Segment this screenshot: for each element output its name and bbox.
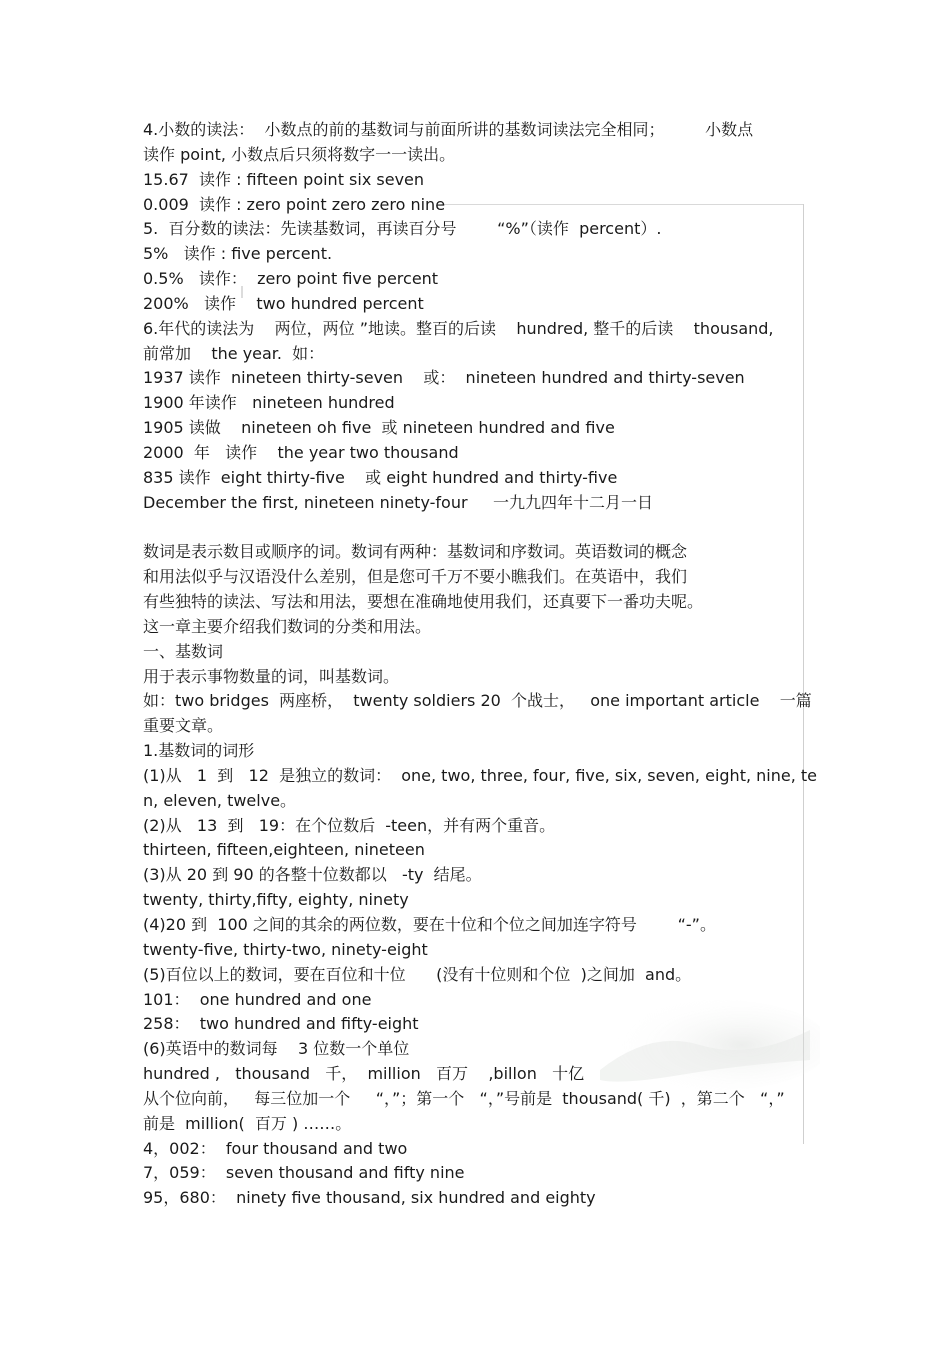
- text-line: 1937 读作 nineteen thirty-seven 或： nineteen hundred and thirty-seven: [143, 368, 745, 388]
- text-line: 7，059： seven thousand and fifty nine: [143, 1163, 465, 1183]
- subsection-heading: 1.基数词的词形: [143, 741, 255, 761]
- text-line: (3)从 20 到 90 的各整十位数都以 -ty 结尾。: [143, 865, 482, 885]
- text-line: 用于表示事物数量的词，叫基数词。: [143, 666, 400, 686]
- text-line: 95，680： ninety five thousand, six hundred and eighty: [143, 1188, 596, 1208]
- text-line: 读作 point, 小数点后只须将数字一一读出。: [143, 144, 456, 164]
- text-line: 5. 百分数的读法：先读基数词，再读百分号 “%”（读作 percent）.: [143, 219, 662, 239]
- text-line: thirteen, fifteen,eighteen, nineteen: [143, 840, 425, 860]
- text-line: 如：two bridges 两座桥， twenty soldiers 20 个战士， one important article 一篇: [143, 691, 812, 711]
- text-line: (2)从 13 到 19：在个位数后 -teen，并有两个重音。: [143, 815, 556, 835]
- text-line: n, eleven, twelve。: [143, 790, 297, 810]
- text-line: 这一章主要介绍我们数词的分类和用法。: [143, 616, 432, 636]
- text-line: 4.小数的读法： 小数点的前的基数词与前面所讲的基数词读法完全相同； 小数点: [143, 120, 754, 139]
- text-line: 重要文章。: [143, 716, 224, 736]
- text-line: 0.5% 读作： zero point five percent: [143, 269, 439, 289]
- text-line: 258： two hundred and fifty-eight: [143, 1014, 419, 1034]
- text-line: (1)从 1 到 12 是独立的数词： one, two, three, four, five, six, seven, eight, nine, te: [143, 765, 817, 785]
- text-line: 前是 million( 百万 ) ……。: [143, 1113, 352, 1133]
- text-line: twenty, thirty,fifty, eighty, ninety: [143, 890, 409, 910]
- text-line: (4)20 到 100 之间的其余的两位数，要在十位和个位之间加连字符号 “-”。: [143, 915, 716, 934]
- text-line: 1905 读做 nineteen oh five 或 nineteen hundred and five: [143, 418, 615, 438]
- text-line: 有些独特的读法、写法和用法，要想在准确地使用我们，还真要下一番功夫呢。: [143, 592, 704, 612]
- text-line: 200% 读作 two hundred percent: [143, 293, 424, 313]
- text-line: 2000 年 读作 the year two thousand: [143, 442, 459, 462]
- blank-line: [143, 516, 807, 541]
- text-line: twenty-five, thirty-two, ninety-eight: [143, 939, 428, 959]
- document-body: [143, 118, 817, 1211]
- text-line: 前常加 the year. 如：: [143, 343, 325, 363]
- text-line: 4，002： four thousand and two: [143, 1138, 408, 1158]
- section-heading: 一、基数词: [143, 641, 224, 661]
- text-line: 和用法似乎与汉语没什么差别，但是您可千万不要小瞧我们。在英语中，我们: [143, 567, 688, 587]
- text-line: 1900 年读作 nineteen hundred: [143, 393, 395, 413]
- text-line: 101： one hundred and one: [143, 989, 372, 1009]
- text-line: hundred , thousand 千， million 百万 ,billon 十亿: [143, 1064, 585, 1084]
- text-line: 15.67 读作 : fifteen point six seven: [143, 169, 425, 189]
- text-line: (6)英语中的数词每 3 位数一个单位: [143, 1039, 410, 1059]
- text-line: 0.009 读作 : zero point zero zero nine: [143, 194, 446, 214]
- text-line: 5% 读作 : five percent.: [143, 244, 333, 264]
- text-line: (5)百位以上的数词，要在百位和十位 (没有十位则和个位 )之间加 and。: [143, 964, 692, 984]
- text-line: 从个位向前， 每三位加一个 “，”；第一个 “，”号前是 thousand( 千) ，第二个 “，”: [143, 1088, 785, 1108]
- text-line: December the first, nineteen ninety-four 一九九四年十二月一日: [143, 492, 653, 512]
- text-line: 数词是表示数目或顺序的词。数词有两种：基数词和序数词。英语数词的概念: [143, 542, 688, 562]
- text-line: 835 读作 eight thirty-five 或 eight hundred and thirty-five: [143, 467, 618, 487]
- text-line: 6.年代的读法为 两位，两位 ”地读。整百的后读 hundred, 整千的后读 thousand,: [143, 318, 774, 338]
